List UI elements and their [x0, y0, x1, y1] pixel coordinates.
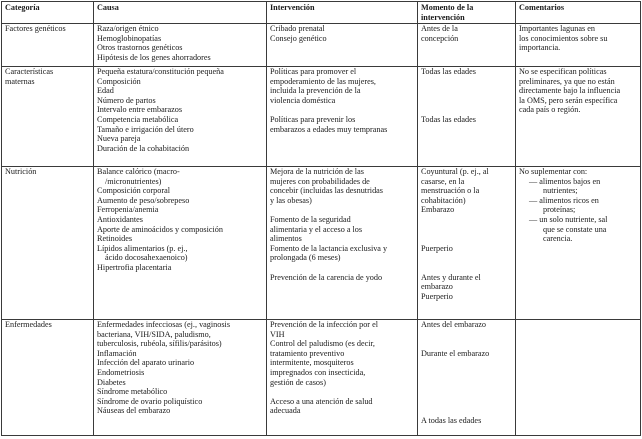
- cell-categoria: [2, 167, 94, 320]
- timing-line: Todas las edades: [421, 114, 476, 124]
- cell-categoria: [2, 67, 94, 167]
- comment-line: que se constate una: [543, 224, 607, 234]
- comment-line: — un solo nutriente, sal: [529, 214, 608, 224]
- table-row: [2, 320, 641, 436]
- cause-item: Antioxidantes: [97, 214, 143, 224]
- intervention-line: concebir (incluidas las desnutridas: [270, 186, 383, 196]
- cell-momento: [418, 24, 516, 67]
- cell-intervencion: [267, 320, 418, 436]
- intervention-line: Prevención de la carencia de yodo: [270, 272, 383, 282]
- timing-line: Durante el embarazo: [421, 348, 490, 358]
- category-label: Enfermedades: [5, 320, 52, 329]
- cause-item: Náuseas del embarazo: [97, 406, 171, 416]
- table-row: [2, 24, 641, 67]
- comment-line: directamente bajo la influencia: [519, 86, 621, 96]
- intervention-line: Políticas para prevenir los: [270, 114, 356, 124]
- timing-line: Antes del embarazo: [421, 320, 487, 329]
- cause-item: Enfermedades infecciosas (ej., vaginosis: [97, 320, 230, 329]
- cell-comentarios: [516, 67, 641, 167]
- timing-line: Coyuntural (p. ej., al: [421, 167, 489, 176]
- cause-item: Balance calórico (macro-: [97, 167, 180, 176]
- header-causa: Causa: [94, 2, 267, 24]
- intervention-line: Cribado prenatal: [270, 24, 325, 33]
- cause-item: Composición corporal: [97, 186, 170, 196]
- interventions-table: [1, 1, 641, 436]
- cell-intervencion: [267, 167, 418, 320]
- header-categoria: Categoría: [2, 2, 94, 24]
- comment-line: — alimentos bajos en: [529, 176, 601, 186]
- cell-momento: [418, 167, 516, 320]
- intervention-line: violencia doméstica: [270, 95, 336, 105]
- comment-line: Importantes lagunas en: [519, 24, 595, 33]
- comment-line: carencia.: [543, 234, 573, 244]
- comment-line: importancia.: [519, 43, 561, 53]
- timing-line: A todas las edades: [421, 415, 482, 425]
- cause-item: Síndrome de ovario poliquístico: [97, 396, 203, 406]
- intervention-line: Fomento de la seguridad: [270, 214, 351, 224]
- comment-line: los conocimientos sobre su: [519, 33, 608, 43]
- timing-line: Todas las edades: [421, 67, 476, 76]
- header-row: [2, 2, 641, 24]
- cause-item: Nueva pareja: [97, 134, 141, 144]
- cause-item: Lípidos alimentarios (p. ej.,: [97, 243, 188, 253]
- cell-intervencion: [267, 24, 418, 67]
- timing-line: Antes de la: [421, 24, 458, 33]
- table-row: [2, 67, 641, 167]
- cause-item: Número de partos: [97, 95, 156, 105]
- cause-item: Raza/origen étnico: [97, 24, 159, 33]
- cause-item: Intervalo entre embarazos: [97, 105, 183, 115]
- cause-item: Inflamación: [97, 348, 137, 358]
- cell-momento: [418, 67, 516, 167]
- cause-item: Competencia metabólica: [97, 114, 179, 124]
- comment-line: proteínas;: [543, 205, 576, 215]
- timing-line: Puerperio: [421, 243, 453, 253]
- intervention-line: gestión de casos): [270, 377, 326, 387]
- cause-item: Edad: [97, 86, 114, 96]
- intervention-line: impregnados con insecticida,: [270, 367, 366, 377]
- category-label: Factores genéticos: [5, 24, 66, 33]
- comment-line: preliminares, ya que no están: [519, 76, 615, 86]
- comment-line: No se especifican políticas: [519, 67, 607, 76]
- intervention-line: prolongada (6 meses): [270, 253, 341, 263]
- cell-causa: [94, 167, 267, 320]
- cause-item: Hipótesis de los genes ahorradores: [97, 52, 211, 62]
- timing-line: concepción: [421, 33, 459, 43]
- cell-comentarios: [516, 167, 641, 320]
- cause-item: Otros trastornos genéticos: [97, 43, 183, 53]
- cause-item: bacteriana, VIH/SIDA, paludismo,: [97, 329, 211, 339]
- intervention-line: Prevención de la infección por el: [270, 320, 378, 329]
- cause-item: Diabetes: [97, 377, 126, 387]
- cell-momento: [418, 320, 516, 436]
- comment-line: nutrientes;: [543, 186, 578, 196]
- timing-line: Puerperio: [421, 291, 453, 301]
- category-label: maternas: [5, 76, 35, 86]
- cause-item: Endometriosis: [97, 367, 145, 377]
- cell-causa: [94, 320, 267, 436]
- intervention-line: mujeres con probabilidades de: [270, 176, 370, 186]
- cell-comentarios: [516, 320, 641, 436]
- comment-line: cada país o región.: [519, 105, 581, 115]
- cell-causa: [94, 67, 267, 167]
- intervention-line: adecuada: [270, 406, 301, 416]
- cause-item: Composición: [97, 76, 141, 86]
- header-momento: Momento de la intervención: [418, 2, 516, 24]
- header-intervencion: Intervención: [267, 2, 418, 24]
- timing-line: cohabitación): [421, 195, 466, 205]
- intervention-line: intermitente, mosquiteros: [270, 358, 354, 368]
- cause-item: Duración de la cohabitación: [97, 143, 190, 153]
- intervention-line: incluida la prevención de la: [270, 86, 361, 96]
- cause-item: Pequeña estatura/constitución pequeña: [97, 67, 224, 76]
- timing-line: embarazo: [421, 282, 453, 292]
- cause-item: Síndrome metabólico: [97, 387, 168, 397]
- intervention-line: Acceso a una atención de salud: [270, 396, 373, 406]
- cell-categoria: [2, 320, 94, 436]
- comment-line: — alimentos ricos en: [529, 195, 599, 205]
- intervention-line: embarazos a edades muy tempranas: [270, 124, 388, 134]
- table-row: [2, 167, 641, 320]
- cause-item: tuberculosis, rubéola, sífilis/parásitos): [97, 339, 222, 349]
- comment-line: la OMS, pero serán específica: [519, 95, 618, 105]
- intervention-line: alimentos: [270, 234, 302, 244]
- timing-line: casarse, en la: [421, 176, 465, 186]
- cause-item: ácido docosahexaenoico): [105, 253, 188, 263]
- timing-line: Antes y durante el: [421, 272, 481, 282]
- cause-item: /micronutrientes): [105, 176, 162, 186]
- intervention-line: alimentaria y el acceso a los: [270, 224, 363, 234]
- intervention-line: empoderamiento de las mujeres,: [270, 76, 376, 86]
- intervention-line: Control del paludismo (es decir,: [270, 339, 375, 349]
- category-label: Características: [5, 67, 54, 76]
- cause-item: Hipertrofia placentaria: [97, 262, 172, 272]
- intervention-line: VIH: [270, 329, 285, 339]
- cell-causa: [94, 24, 267, 67]
- cause-item: Ferropenia/anemia: [97, 205, 159, 215]
- category-label: Nutrición: [5, 167, 37, 176]
- timing-line: menstruación o la: [421, 186, 480, 196]
- cause-item: Tamaño e irrigación del útero: [97, 124, 194, 134]
- cause-item: Infección del aparato urinario: [97, 358, 195, 368]
- cell-categoria: [2, 24, 94, 67]
- intervention-line: tratamiento preventivo: [270, 348, 345, 358]
- comment-line: No suplementar con:: [519, 167, 588, 176]
- cell-comentarios: [516, 24, 641, 67]
- intervention-line: Mejora de la nutrición de las: [270, 167, 364, 176]
- cause-item: Retinoides: [97, 234, 133, 244]
- timing-line: Embarazo: [421, 205, 455, 215]
- cause-item: Aumento de peso/sobrepeso: [97, 195, 190, 205]
- intervention-line: Fomento de la lactancia exclusiva y: [270, 243, 388, 253]
- header-comentarios: Comentarios: [516, 2, 641, 24]
- intervention-line: Políticas para promover el: [270, 67, 357, 76]
- intervention-line: y las obesas): [270, 195, 312, 205]
- cause-item: Hemoglobinopatías: [97, 33, 162, 43]
- cell-intervencion: [267, 67, 418, 167]
- intervention-line: Consejo genético: [270, 33, 327, 43]
- cause-item: Aporte de aminoácidos y composición: [97, 224, 223, 234]
